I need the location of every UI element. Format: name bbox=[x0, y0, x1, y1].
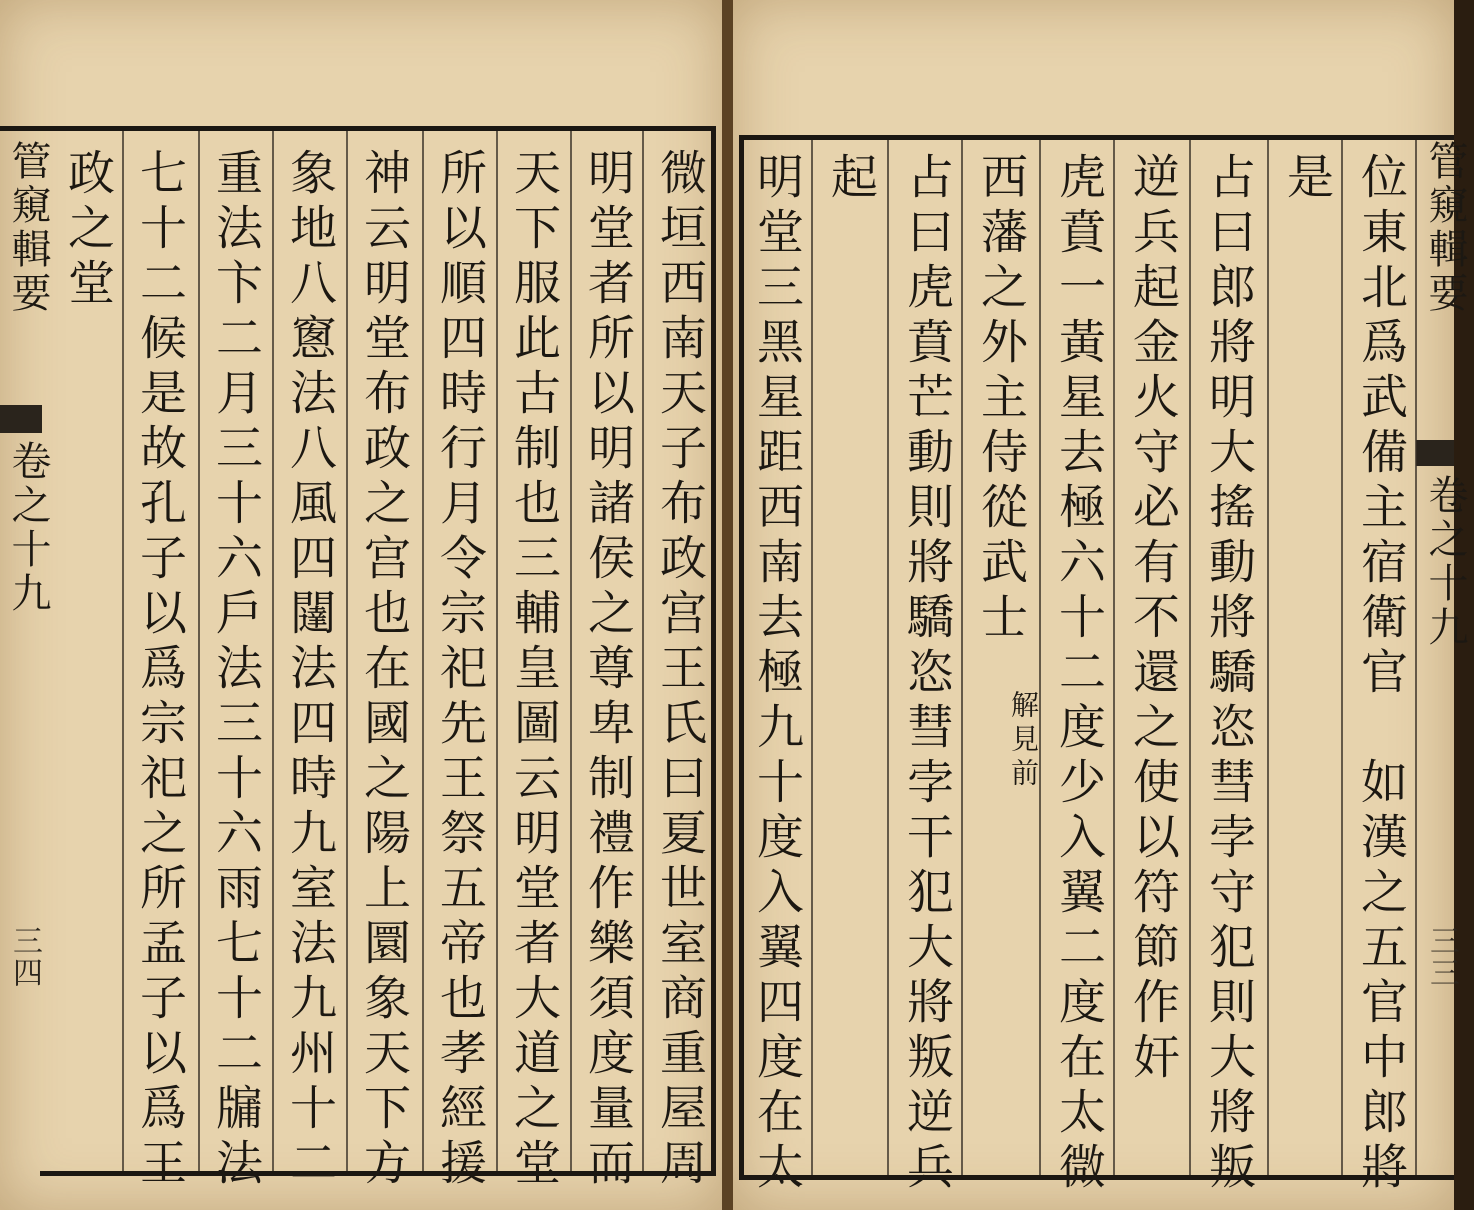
right-margin-title: 管窺輯要 bbox=[1422, 140, 1468, 316]
column-rule bbox=[1113, 140, 1115, 1175]
text-column-2: 明堂者所以明諸侯之尊卑制禮作樂須度量而 bbox=[580, 148, 635, 1193]
fish-tail-mark bbox=[1416, 440, 1454, 466]
text-column-4: 逆兵起金火守必有不還之使以符節作奸 bbox=[1125, 152, 1180, 1087]
text-column-1: 位東北爲武備主宿衛官 如漢之五官中郎將 bbox=[1353, 152, 1408, 1197]
margin-top-rule bbox=[0, 126, 44, 131]
text-column-9: 明堂三黑星距西南去極九十度入翼四度在太 bbox=[749, 152, 804, 1197]
column-rule bbox=[122, 131, 124, 1171]
text-column-5: 虎賁一黃星去極六十二度少入翼二度在太微 bbox=[1051, 152, 1106, 1197]
column-rule bbox=[642, 131, 644, 1171]
left-page-number: 三四 bbox=[7, 925, 42, 989]
book-gutter bbox=[722, 0, 733, 1210]
right-page-number: 三三 bbox=[1424, 925, 1459, 989]
left-page bbox=[0, 0, 722, 1210]
text-column-8: 起 bbox=[823, 152, 878, 207]
column-rule bbox=[272, 131, 274, 1171]
right-page bbox=[733, 0, 1468, 1210]
column-rule bbox=[961, 140, 963, 1175]
text-column-3: 占曰郎將明大搖動將驕恣彗孛守犯則大將叛 bbox=[1201, 152, 1256, 1197]
column-rule bbox=[570, 131, 572, 1171]
text-column-5: 神云明堂布政之宫也在國之陽上圜象天下方 bbox=[356, 148, 411, 1193]
text-column-2: 是 bbox=[1279, 152, 1334, 207]
column-rule bbox=[1341, 140, 1343, 1175]
fish-tail-mark bbox=[0, 405, 42, 433]
column-rule bbox=[1189, 140, 1191, 1175]
column-rule bbox=[887, 140, 889, 1175]
text-column-7: 重法卞二月三十六戶法三十六雨七十二牖法 bbox=[208, 148, 263, 1193]
text-column-6: 西藩之外主侍從武士 bbox=[973, 152, 1028, 647]
column-rule bbox=[346, 131, 348, 1171]
text-column-1: 微垣西南天子布政宫王氏曰夏世室商重屋周 bbox=[652, 148, 707, 1193]
left-margin-title: 管窺輯要 bbox=[5, 140, 51, 316]
text-column-6: 象地八窻法八風四闥法四時九室法九州十二 bbox=[282, 148, 337, 1193]
left-margin-volume: 卷之十九 bbox=[5, 440, 51, 616]
annotation-note: 解見前 bbox=[1007, 690, 1040, 792]
column-rule bbox=[1415, 140, 1417, 1175]
text-column-9: 政之堂 bbox=[60, 148, 115, 313]
column-rule bbox=[198, 131, 200, 1171]
text-column-4: 所以順四時行月令宗祀先王祭五帝也孝經援 bbox=[432, 148, 487, 1193]
text-column-7: 占曰虎賁芒動則將驕恣彗孛干犯大將叛逆兵 bbox=[899, 152, 954, 1197]
text-column-8: 七十二候是故孔子以爲宗祀之所孟子以爲王 bbox=[132, 148, 187, 1193]
column-rule bbox=[1267, 140, 1269, 1175]
column-rule bbox=[422, 131, 424, 1171]
text-column-3: 天下服此古制也三輔皇圖云明堂者大道之堂 bbox=[506, 148, 561, 1193]
column-rule bbox=[496, 131, 498, 1171]
column-rule bbox=[1039, 140, 1041, 1175]
right-margin-volume: 卷之十九 bbox=[1422, 474, 1468, 650]
column-rule bbox=[811, 140, 813, 1175]
